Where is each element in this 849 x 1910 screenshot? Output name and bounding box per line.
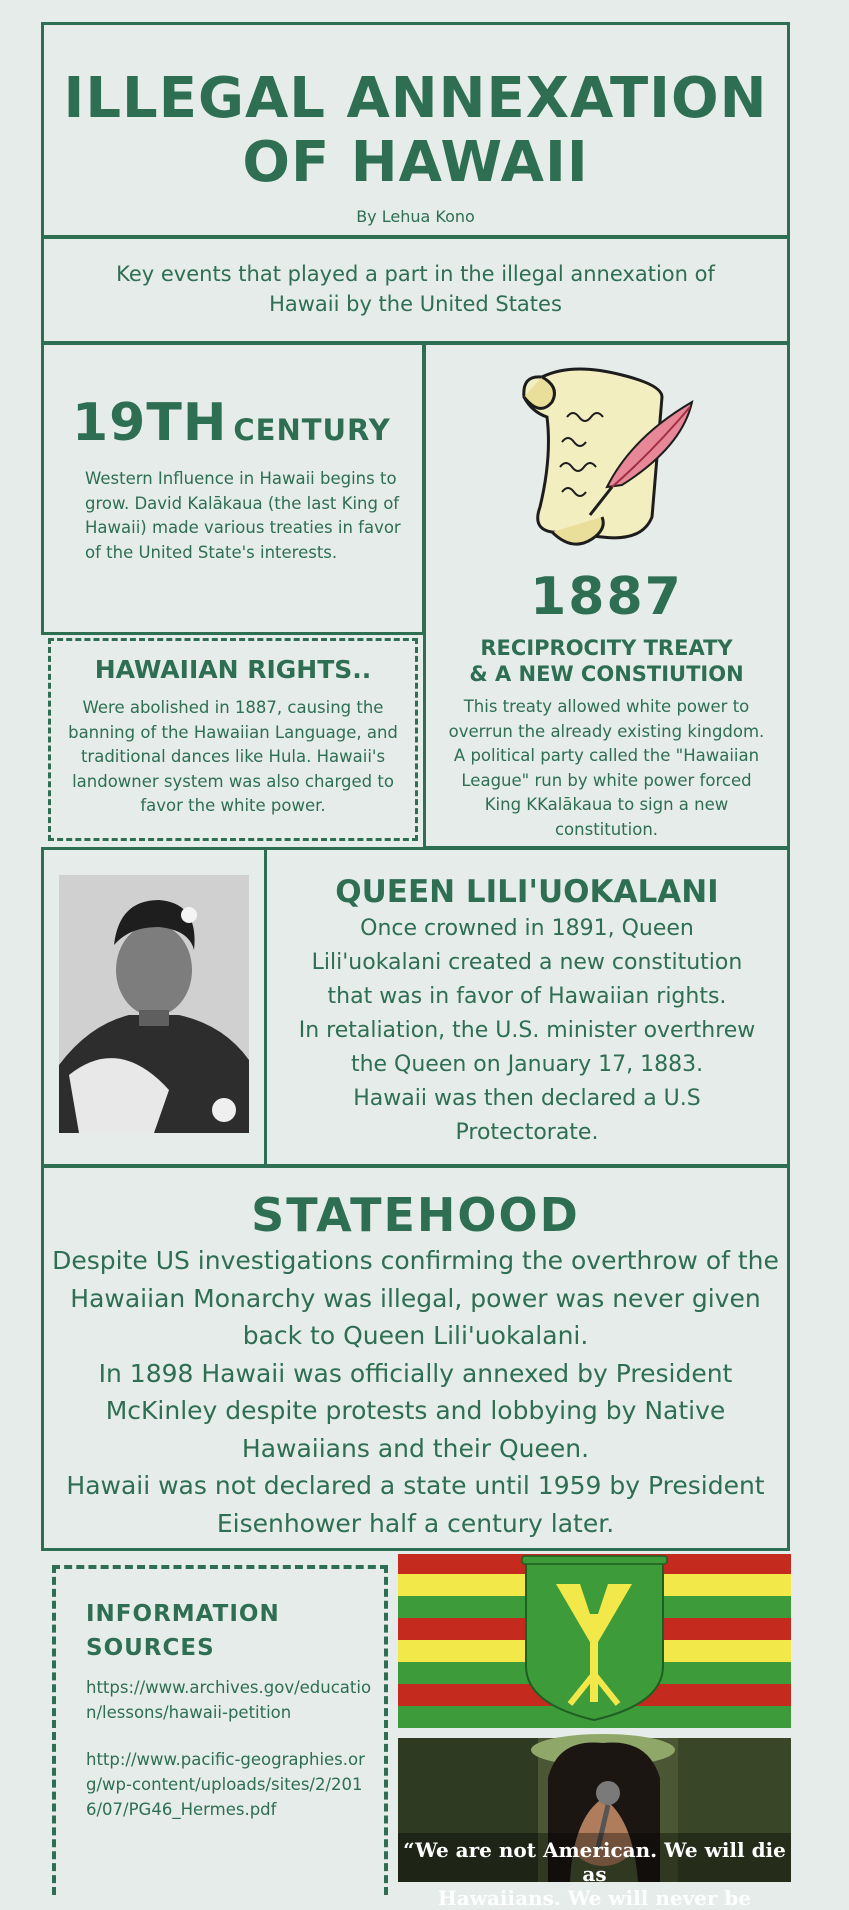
century-section: [41, 342, 425, 635]
statehood-text-line: McKinley despite protests and lobbying by Native: [105, 1396, 726, 1425]
statehood-text-line: Eisenhower half a century later.: [216, 1508, 615, 1538]
protest-quote-line: Hawaiians. We will never be: [437, 1886, 752, 1910]
source-link-pacific-geographies[interactable]: http://www.pacific-geographies.org/wp-content/uploads/sites/2/2016/07/PG46_Hermes.pdf: [86, 1750, 365, 1819]
statehood-text-line: In 1898 Hawaii was officially annexed by President: [98, 1358, 733, 1388]
author-byline: By Lehua Kono: [356, 207, 475, 226]
queen-text-line: Once crowned in 1891, Queen: [360, 916, 694, 941]
title-section: [41, 22, 790, 238]
protest-quote-line: “We are not American. We will die as: [403, 1838, 786, 1886]
source-link-archives[interactable]: https://www.archives.gov/education/lessons/hawaii-petition: [86, 1678, 372, 1722]
protest-quote: [398, 1838, 791, 1910]
rights-heading: HAWAIIAN RIGHTS..: [94, 655, 372, 684]
statehood-text-line: Hawaiian Monarchy was illegal, power was never given: [70, 1283, 761, 1313]
title-line-2: OF HAWAII: [242, 130, 589, 195]
treaty-heading-line-2: & A NEW CONSTIUTION: [469, 662, 744, 686]
sources-heading-line-1: INFORMATION: [86, 1601, 280, 1627]
intro-section: [41, 236, 790, 344]
kanaka-maoli-flag-image: [398, 1554, 791, 1728]
century-text: Western Influence in Hawaii begins to grow. David Kalākaua (the last King of Hawaii) made various treaties in favor of the United State's interests.: [85, 469, 401, 562]
queen-portrait-image: [59, 875, 249, 1133]
sources-section: [52, 1565, 388, 1895]
scroll-quill-icon: [512, 357, 702, 557]
intro-text: Key events that played a part in the illegal annexation of Hawaii by the United States: [116, 262, 715, 316]
queen-photo-section: [41, 847, 267, 1167]
treaty-section: [423, 342, 790, 849]
statehood-text-line: Hawaiians and their Queen.: [241, 1433, 590, 1463]
protest-photo-image: [398, 1738, 791, 1910]
century-heading: [72, 393, 391, 453]
rights-text: Were abolished in 1887, causing the banning of the Hawaiian Language, and traditional dances like Hula. Hawaii's landowner system was also charged to favor the white power.: [68, 698, 398, 815]
statehood-section: [41, 1165, 790, 1551]
treaty-year: 1887: [530, 567, 683, 627]
statehood-text-line: Hawaii was not declared a state until 1959 by President: [66, 1471, 765, 1500]
sources-heading-line-2: SOURCES: [86, 1635, 215, 1661]
queen-text: [267, 912, 787, 1150]
statehood-text-line: back to Queen Lili'uokalani.: [242, 1321, 589, 1350]
statehood-text: [44, 1242, 787, 1542]
treaty-heading-line-1: RECIPROCITY TREATY: [480, 636, 733, 660]
queen-text-line: Protectorate.: [455, 1120, 599, 1145]
queen-section: [264, 847, 790, 1167]
page-title: [44, 67, 787, 195]
century-heading-number: 19TH: [72, 393, 228, 453]
treaty-text: This treaty allowed white power to overrun the already existing kingdom. A political party called the "Hawaiian League" run by white power forced King KKalākaua to sign a new constitution.: [448, 697, 765, 839]
statehood-heading: STATEHOOD: [251, 1188, 580, 1242]
queen-text-line: In retaliation, the U.S. minister overthrew: [298, 1018, 756, 1043]
queen-text-line: Lili'uokalani created a new constitution: [311, 950, 743, 975]
rights-section: [48, 638, 418, 841]
statehood-text-line: Despite US investigations confirming the overthrow of the: [52, 1246, 779, 1275]
century-heading-word: CENTURY: [233, 413, 391, 447]
sources-heading: [86, 1597, 280, 1665]
queen-text-line: that was in favor of Hawaiian rights.: [327, 984, 727, 1009]
treaty-heading: [426, 635, 787, 687]
queen-heading: QUEEN LILI'UOKALANI: [335, 874, 719, 910]
queen-text-line: the Queen on January 17, 1883.: [350, 1052, 704, 1077]
queen-text-line: Hawaii was then declared a U.S: [353, 1086, 701, 1111]
title-line-1: ILLEGAL ANNEXATION: [63, 66, 768, 131]
